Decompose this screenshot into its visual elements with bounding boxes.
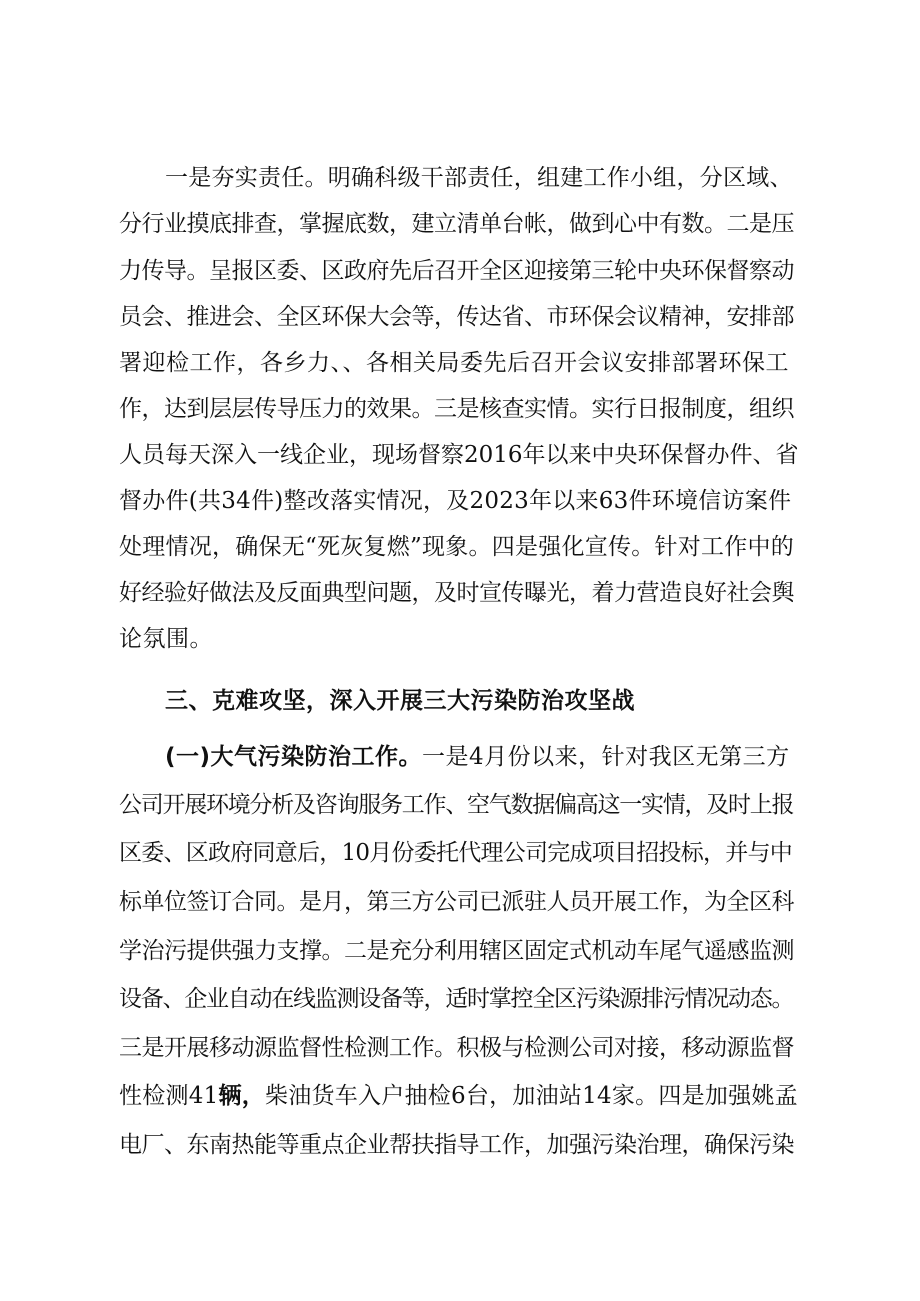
paragraph-1-line-9: 处理情况，确保无“死灰复燃”现象。四是强化宣传。针对工作中的: [119, 534, 795, 560]
paragraph-2-line-2: 公司开展环境分析及咨询服务工作、空气数据偏高这一实情，及时上报: [119, 792, 794, 818]
line-8-part-b: 柴油货车入户抽检6台，加油站14家。四是加强姚孟: [265, 1083, 798, 1109]
paragraph-1-line-11: 论氛围。: [119, 626, 213, 652]
paragraph-2-line-6: 设备、企业自动在线监测设备等，适时掌控全区污染源排污情况动态。: [119, 986, 794, 1012]
paragraph-2-line-5: 学治污提供强力支撑。二是充分利用辖区固定式机动车尾气遥感监测: [119, 938, 794, 964]
paragraph-2-line-7: 三是开展移动源监督性检测工作。积极与检测公司对接，移动源监督: [119, 1035, 794, 1061]
line-8-bold-unit: 辆，: [218, 1083, 266, 1109]
paragraph-1-line-10: 好经验好做法及反面典型问题，及时宣传曝光，着力营造良好社会舆: [119, 580, 794, 606]
paragraph-1-line-6: 作，达到层层传导压力的效果。三是核查实情。实行日报制度，组织: [119, 396, 794, 422]
paragraph-2-lead-text: 一是4月份以来，针对我区无第三方: [422, 744, 790, 770]
section-heading-3: 三、克难攻坚，深入开展三大污染防治攻坚战: [165, 688, 635, 714]
paragraph-1-line-4: 员会、推进会、全区环保大会等，传达省、市环保会议精神，安排部: [119, 304, 794, 330]
paragraph-1-line-7: 人员每天深入一线企业，现场督察2016年以来中央环保督办件、省: [119, 442, 799, 468]
paragraph-2-line-3: 区委、区政府同意后，10月份委托代理公司完成项目招投标，并与中: [119, 840, 793, 866]
paragraph-1-line-2: 分行业摸底排查，掌握底数，建立清单台帐，做到心中有数。二是压: [119, 211, 794, 237]
paragraph-1-line-5: 署迎检工作，各乡力、、各相关局委先后召开会议安排部署环保工: [119, 350, 789, 376]
subsection-title-air-pollution: (一)大气污染防治工作。: [165, 744, 423, 770]
paragraph-2-line-4: 标单位签订合同。是月，第三方公司已派驻人员开展工作，为全区科: [119, 889, 794, 915]
paragraph-2-line-8: [119, 1081, 799, 1111]
line-8-part-a: 性检测41: [119, 1083, 219, 1109]
paragraph-2-line-1: [165, 742, 799, 772]
paragraph-1-line-1: 一是夯实责任。明确科级干部责任，组建工作小组，分区域、: [165, 165, 793, 191]
paragraph-2-line-9: 电厂、东南热能等重点企业帮扶指导工作，加强污染治理，确保污染: [119, 1132, 794, 1158]
paragraph-1-line-8: 督办件(共34件)整改落实情况，及2023年以来63件环境信访案件: [119, 488, 792, 514]
paragraph-1-line-3: 力传导。呈报区委、区政府先后召开全区迎接第三轮中央环保督察动: [119, 258, 794, 284]
